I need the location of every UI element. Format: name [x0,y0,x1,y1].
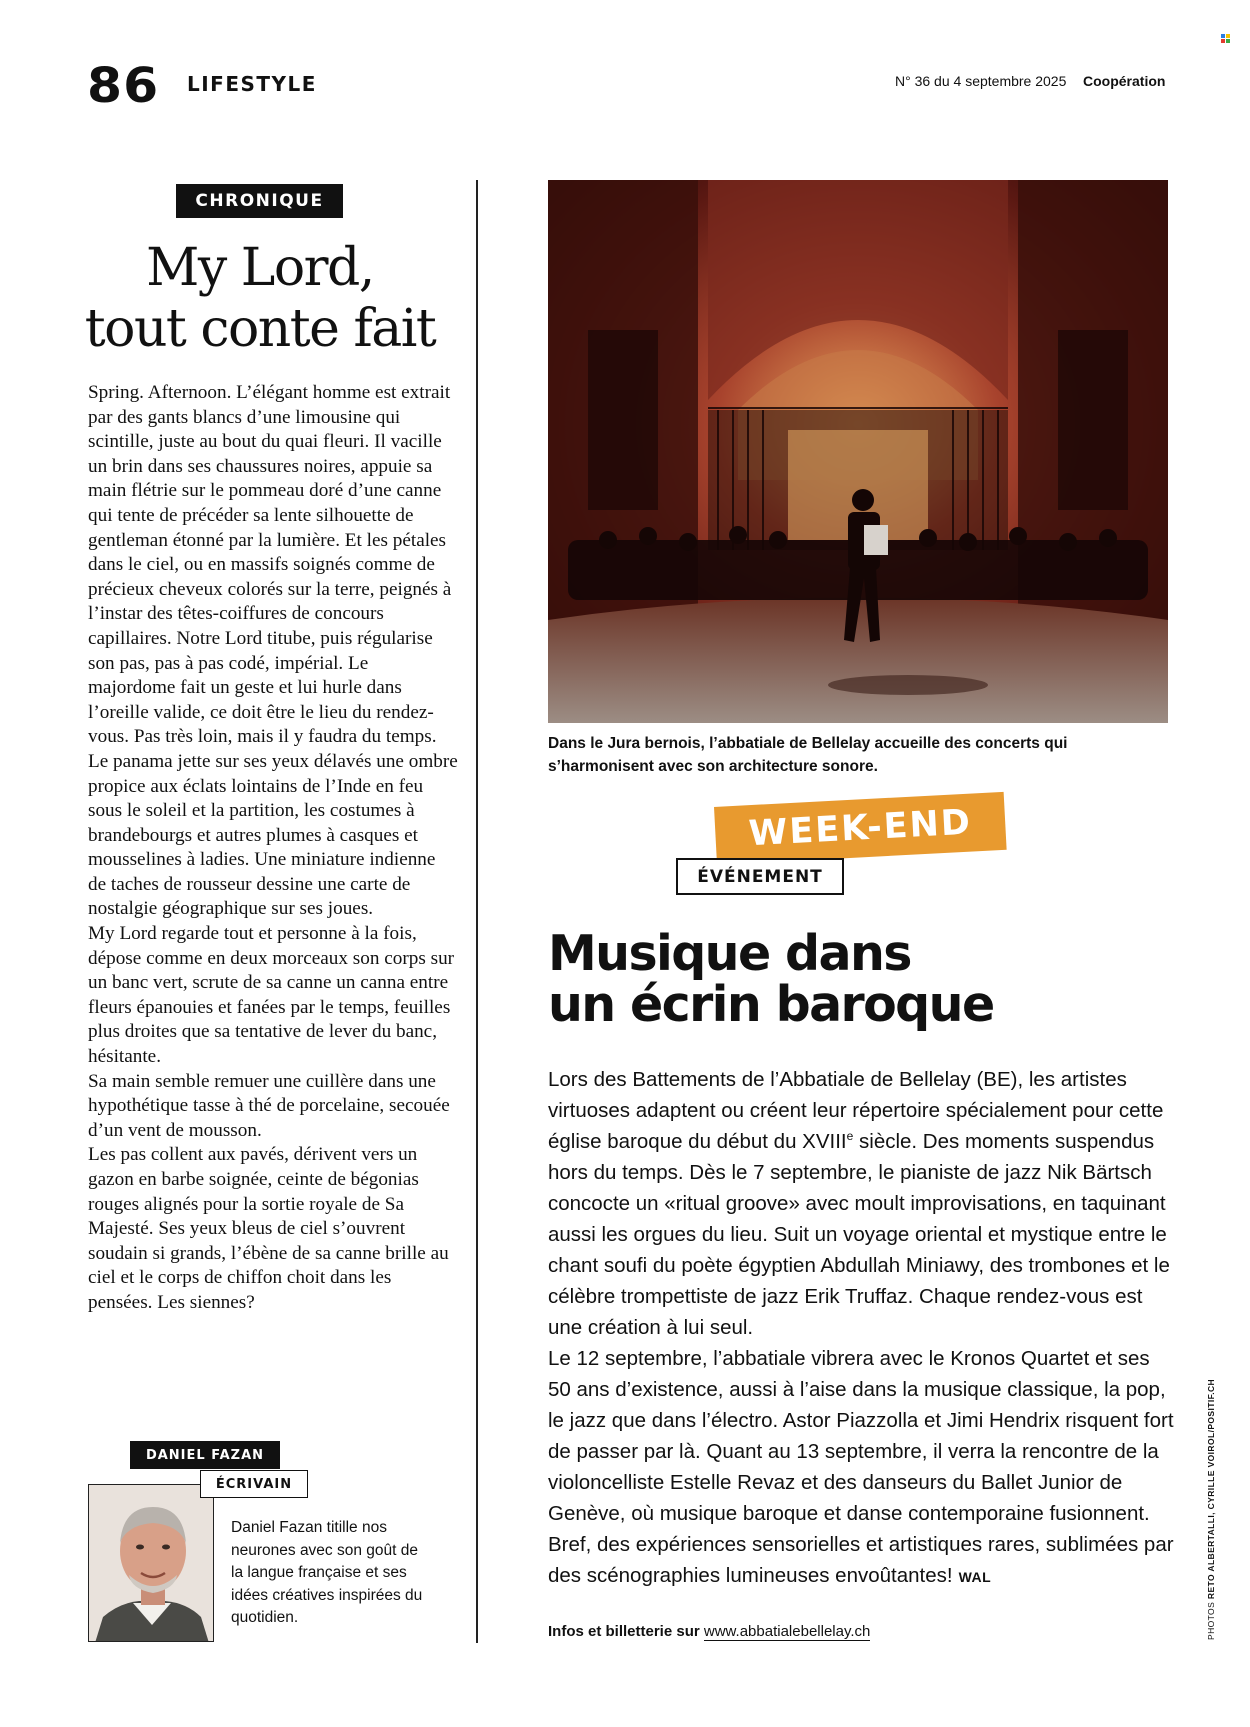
article-text: Lors des Battements de l’Abbatiale de Bellelay (BE), les artistes virtuoses adaptent ou créent leur répertoire spécialement pour cette église baroque du début du XVIII [548,1068,1164,1153]
article-text: siècle. Des moments suspendus hors du temps. Dès le 7 septembre, le pianiste de jazz Nik Bärtsch concocte un «ritual groove» avec moult improvisations, en taquinant aussi les orgues du lieu. Suit un voyage oriental et mystique entre le chant soufi du poète égyptien Abdullah Miniawy, des trombones et le célèbre trompettiste de jazz Erik Truffaz. Chaque rendez-vous est une création à lui seul. [548,1130,1170,1339]
chronique-paragraph: Les pas collent aux pavés, dérivent vers un gazon en barbe soignée, ceinte de bégonias rouges alignés pour la sortie royale de Sa Majesté. Ses yeux bleus de ciel s’ouvrent soudain si grands, l’ébène de sa canne brille au ciel et le corps de chiffon choit dans les pensées. Les siennes? [88,1144,449,1313]
photo-credit-label: PHOTOS [1206,1601,1216,1640]
infos-label: Infos et billetterie sur [548,1623,700,1640]
author-name-label: DANIEL FAZAN [130,1441,280,1469]
article-paragraph [548,1064,1178,1343]
weekend-badge: WEEK-END [714,792,1007,865]
chronique-paragraph: Spring. Afternoon. L’élégant homme est extrait par des gants blancs d’une limousine qui scintille, juste au bout du quai fleuri. Il vacille un brin dans ses chaussures noires, appuie sa main flétrie sur le pommeau doré d’une canne qui tente de précéder sa lente silhouette de gentleman étonné par la lumière. Et les pétales dans le ciel, ou en massifs soignés comme de précieux cheveux colorés sur la terre, peignés à l’instar des têtes-coiffures de concours capillaires. Notre Lord titube, puis régularise son pas, pas à pas codé, impérial. Le majordome fait un geste et lui hurle dans l’oreille valide, ce doit être le lieu du rendez-vous. Pas très loin, mais il y faudra du temps. [88,382,452,748]
article-title-line2: un écrin baroque [548,976,994,1033]
photo-credit [1206,1380,1216,1640]
article-paragraph [548,1343,1178,1593]
chronique-paragraph: My Lord regarde tout et personne à la fois, dépose comme en deux morceaux son corps sur un banc vert, scrute de sa canne un canna entre fleurs épanouies et fanées par le temps, feuilles plus droites que sa tentative de lever du banc, hésitante. [88,923,455,1068]
article-title [548,925,1188,1033]
section-label: LIFESTYLE [187,72,317,96]
article-title-line1: Musique dans [548,925,911,982]
column-divider [476,180,478,1643]
page-number: 86 [87,58,160,114]
author-bio: Daniel Fazan titille nos neurones avec son goût de la langue française et ses idées créatives inspirées du quotidien. [231,1519,423,1626]
chronique-label: CHRONIQUE [176,184,343,218]
infos-line [548,1623,870,1640]
corner-logo-icon [1221,34,1230,43]
chronique-paragraph: Le panama jette sur ses yeux délavés une ombre propice aux éclats lointains de l’Inde en feu sous le soleil et la partition, les costumes à brandebourgs et autres plumes à casques et mousselines à ladies. Une miniature indienne de taches de rousseur dessine une carte de nostalgie géographique sur ses joues. [88,750,458,920]
article-text: Le 12 septembre, l’abbatiale vibrera avec le Kronos Quartet et ses 50 ans d’existence, aussi à l’aise dans la musique classique, la pop, le jazz que dans l’électro. Astor Piazzolla et Jimi Hendrix risquent fort de passer par là. Quant au 13 septembre, il verra la rencontre de la violoncelliste Estelle Revaz et des danseurs du Ballet Junior de Genève, où musique baroque et danse contemporaine fusionnent. Bref, des expériences sensorielles et artistiques rares, sublimées par des scénographies lumineuses envoûtantes! [548,1347,1174,1587]
article-body [548,1064,1178,1593]
chronique-title-line2: tout conte fait [84,299,436,359]
photo-credit-names: RETO ALBERTALLI, CYRILLE VOIROL/POSITIF.CH [1206,1378,1216,1600]
ticketing-link[interactable]: www.abbatialebellelay.ch [703,1623,871,1640]
article-signature: WAL [958,1569,992,1585]
chronique-paragraph: Sa main semble remuer une cuillère dans une hypothétique tasse à thé de porcelaine, secouée d’un vent de mousson. [88,1070,450,1141]
chronique-title-line1: My Lord, [146,238,374,298]
concert-photo [548,180,1168,723]
author-role-label: ÉCRIVAIN [200,1470,308,1498]
author-portrait [88,1484,214,1642]
chronique-title [80,238,440,360]
issue-info: N° 36 du 4 septembre 2025 [895,73,1067,89]
ordinal-suffix: e [846,1129,854,1144]
event-category-label: ÉVÉNEMENT [676,858,844,895]
brand-name: Coopération [1083,73,1166,89]
photo-caption: Dans le Jura bernois, l’abbatiale de Bellelay accueille des concerts qui s’harmonisent avec son architecture sonore. [548,735,1068,775]
chronique-body [88,381,458,1316]
